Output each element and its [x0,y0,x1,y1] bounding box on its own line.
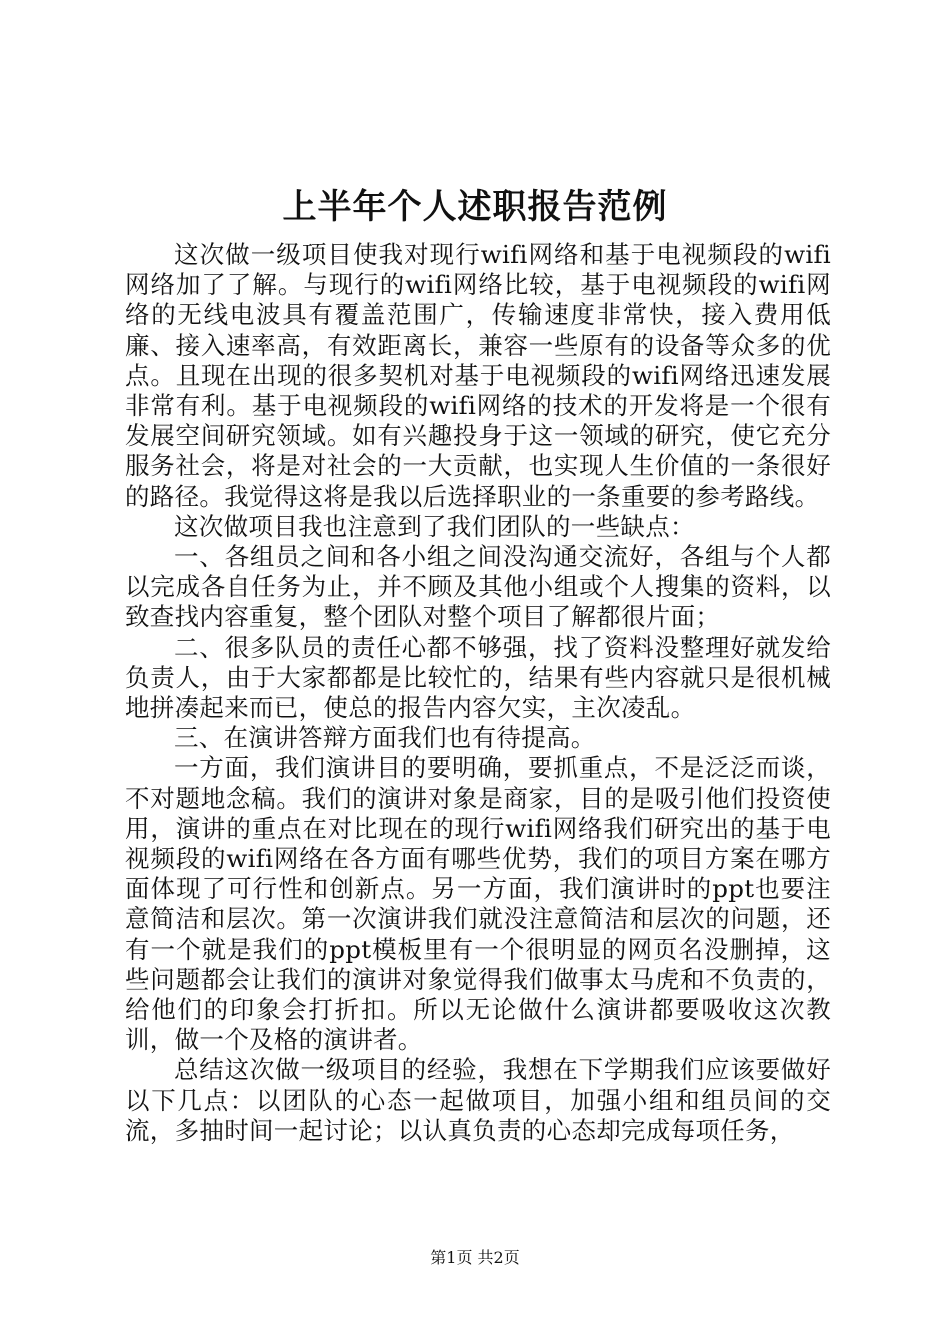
document-body [125,240,831,1146]
paragraph-5: 三、在演讲答辩方面我们也有待提高。 [174,723,596,753]
document-title: 上半年个人述职报告范例 [282,187,668,227]
paragraph-3: 一、各组员之间和各小组之间没沟通交流好，各组与个人都以完成各自任务为止，并不顾及其他小组或个人搜集的资料，以致查找内容重复，整个团队对整个项目了解都很片面； [125,542,831,632]
paragraph-4: 二、很多队员的责任心都不够强，找了资料没整理好就发给负责人，由于大家都都是比较忙的，结果有些内容就只是很机械地拼凑起来而已，使总的报告内容欠实，主次凌乱。 [125,632,831,723]
page-footer: 第1页 共2页 [430,1248,520,1267]
paragraph-6: 一方面，我们演讲目的要明确，要抓重点，不是泛泛而谈，不对题地念稿。我们的演讲对象是商家，目的是吸引他们投资使用，演讲的重点在对比现在的现行wifi网络我们研究出的基于电视频段的wifi网络在各方面有哪些优势，我们的项目方案在哪方面体现了可行性和创新点。另一方面，我们演讲时的ppt也要注意简洁和层次。第一次演讲我们就没注意简洁和层次的问题，还有一个就是我们的ppt模板里有一个很明显的网页名没删掉，这些问题都会让我们的演讲对象觉得我们做事太马虎和不负责的，给他们的印象会打折扣。所以无论做什么演讲都要吸收这次教训，做一个及格的演讲者。 [125,753,831,1055]
paragraph-1: 这次做一级项目使我对现行wifi网络和基于电视频段的wifi网络加了了解。与现行的wifi网络比较，基于电视频段的wifi网络的无线电波具有覆盖范围广，传输速度非常快，接入费用低廉、接入速率高，有效距离长，兼容一些原有的设备等众多的优点。且现在出现的很多契机对基于电视频段的wifi网络迅速发展非常有利。基于电视频段的wifi网络的技术的开发将是一个很有发展空间研究领域。如有兴趣投身于这一领域的研究，使它充分服务社会，将是对社会的一大贡献，也实现人生价值的一条很好的路径。我觉得这将是我以后选择职业的一条重要的参考路线。 [125,240,831,511]
paragraph-7: 总结这次做一级项目的经验，我想在下学期我们应该要做好以下几点：以团队的心态一起做项目，加强小组和组员间的交流，多抽时间一起讨论；以认真负责的心态却完成每项任务， [125,1055,831,1145]
paragraph-2: 这次做项目我也注意到了我们团队的一些缺点： [174,511,695,541]
